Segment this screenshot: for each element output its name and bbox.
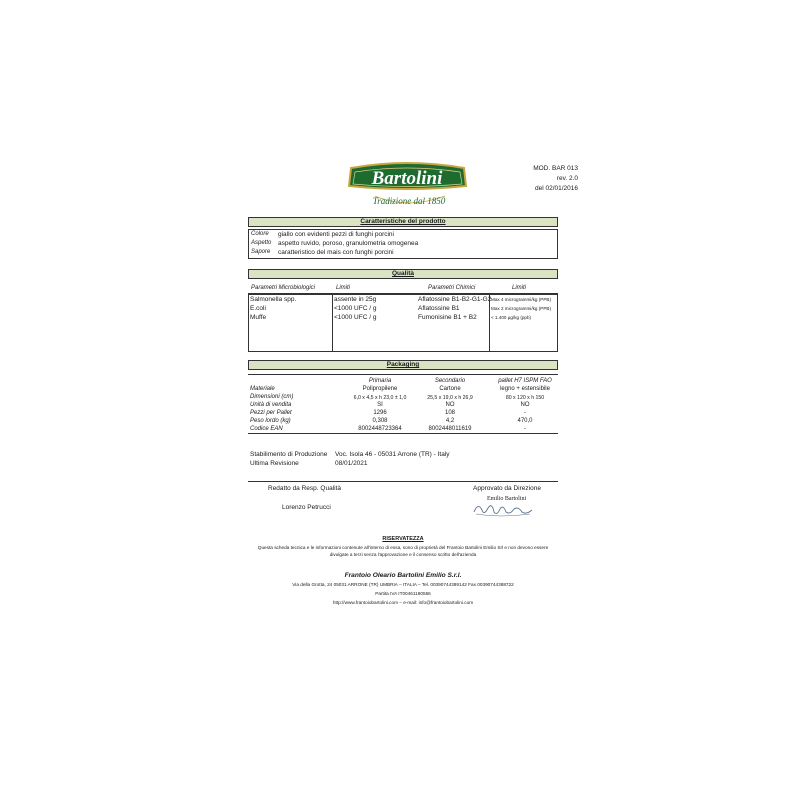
pack-row-label: Pezzi per Pallet [250,410,292,416]
pack-row-label: Unità di vendita [250,402,292,408]
quality-header-micro: Parametri Microbiologici [251,285,316,291]
quality-section-title: Qualità [248,269,558,279]
bartolini-logo [345,160,470,212]
revision-date: del 02/01/2016 [534,185,578,192]
pack-row-label: Peso lordo (kg) [250,418,291,424]
micro-limit: <1000 UFC / g [334,305,377,312]
pack-cell: 80 x 120 x h 150 [505,395,545,401]
micro-name: E.coli [250,305,266,312]
product-value-aspect: aspetto ruvido, poroso, granulometria omogenea [278,240,419,247]
document-meta [533,164,578,194]
pack-cell: 470,0 [517,418,533,424]
pack-cell: Cartone [439,386,461,392]
pack-cell: NO [520,402,530,408]
drafted-name: Lorenzo Petrucci [282,504,331,511]
quality-header-limits-chem: Limiti [512,285,527,291]
approved-label: Approvato da Direzione [473,485,541,492]
model-code: MOD. BAR 013 [533,165,578,172]
product-value-taste: caratteristico del mais con funghi porcini [278,249,394,256]
pack-cell: 1296 [373,410,387,416]
pack-cell: SI [377,402,383,408]
pack-col-primary: Primaria [368,378,392,384]
company-web[interactable]: http://www.frantoiobartolini.com – e-mail: info@frantoiobartolini.com [332,600,474,605]
quality-divider [332,294,333,352]
revision-label: Ultima Revisione [250,460,299,467]
pack-col-secondary: Secondario [434,378,466,384]
plant-value: Voc. Isola 46 - 05031 Arrone (TR) - Italy [335,451,450,458]
micro-limit: assente in 25g [334,296,377,303]
reserved-title: RISERVATEZZA [382,536,424,542]
packaging-top-line [248,374,558,375]
chem-limit: Max 2 microgrammi/kg (PPB) [491,306,551,311]
quality-header-limits-micro: Limiti [336,285,351,291]
pack-col-pallet: pallet H7 ISPM FAO [498,378,552,384]
pack-cell: Polipropilene [362,386,398,392]
product-value-color: giallo con evidenti pezzi di funghi porcini [278,231,394,238]
pack-cell: 8002448011619 [428,426,472,432]
product-label-taste: Sapore [251,249,271,255]
packaging-section-title: Packaging [248,360,558,370]
product-label-aspect: Aspetto [251,240,272,246]
company-name: Frantoio Oleario Bartolini Emilio S.r.l. [344,572,462,579]
drafted-label: Redatto da Resp. Qualità [268,485,341,492]
chem-name: Aflatossine B1 [418,305,460,312]
pack-row-label: Dimensioni (cm) [250,394,294,400]
chem-limit: Max 4 microgrammi/kg (PPB) [491,297,551,302]
pack-cell: legno + estensibile [500,386,550,392]
revision-number: rev. 2.0 [556,175,578,182]
signature-divider [248,481,558,482]
pack-row-label: Codice EAN [250,426,283,432]
signature-scribble [470,500,540,525]
revision-value: 08/01/2021 [335,460,368,467]
reserved-line-2: divulgate a terzi senza l'approvazione e il consenso scritto dell'azienda [329,552,477,557]
handwritten-signature [470,500,540,520]
quality-header-chem: Parametri Chimici [428,285,476,291]
approved-signature-name: Emilio Bartolini [487,496,527,502]
pack-cell: 25,5 x 19,0 x h 26,9 [427,395,473,401]
company-address: Via della Grotta, 24 05031 ARRONE (TR) UMBRIA – ITALIA – Tel. 00390744389142 Fax 00390744388722 [292,582,514,587]
logo-tagline: Tradizione dal 1850 [372,196,446,206]
logo-brand: Bartolini [371,168,443,189]
company-vat: Partita IVA IT00461180556 [375,591,431,596]
micro-name: Muffe [250,314,267,321]
pack-cell: - [524,426,526,432]
product-section-title: Caratteristiche del prodotto [248,217,558,227]
bartolini-logo-graphic [345,160,470,212]
micro-limit: <1000 UFC / g [334,314,377,321]
pack-cell: - [524,410,526,416]
pack-cell: NO [445,402,455,408]
pack-cell: 8002448723364 [358,426,402,432]
product-label-color: Colore [251,231,269,237]
micro-name: Salmonella spp. [250,296,297,303]
chem-limit: < 1.400 µg/kg (ppb) [491,315,532,320]
pack-cell: 6,0 x 4,5 x h 23,0 ± 1,0 [353,395,407,401]
chem-name: Fumonisine B1 + B2 [418,314,477,321]
pack-cell: 4,2 [445,418,455,424]
pack-cell: 0,308 [372,418,388,424]
chem-name: Aflatossine B1-B2-G1-G2 [418,296,492,303]
reserved-line-1: Questa scheda tecnica e le informazioni contenute all'interno di essa, sono di proprietà del Frantoio Bartolini Emilio Srl e non devono essere [257,545,549,550]
pack-cell: 108 [444,410,455,416]
plant-label: Stabilimento di Produzione [250,451,328,458]
pack-row-label: Materiale [250,386,275,392]
